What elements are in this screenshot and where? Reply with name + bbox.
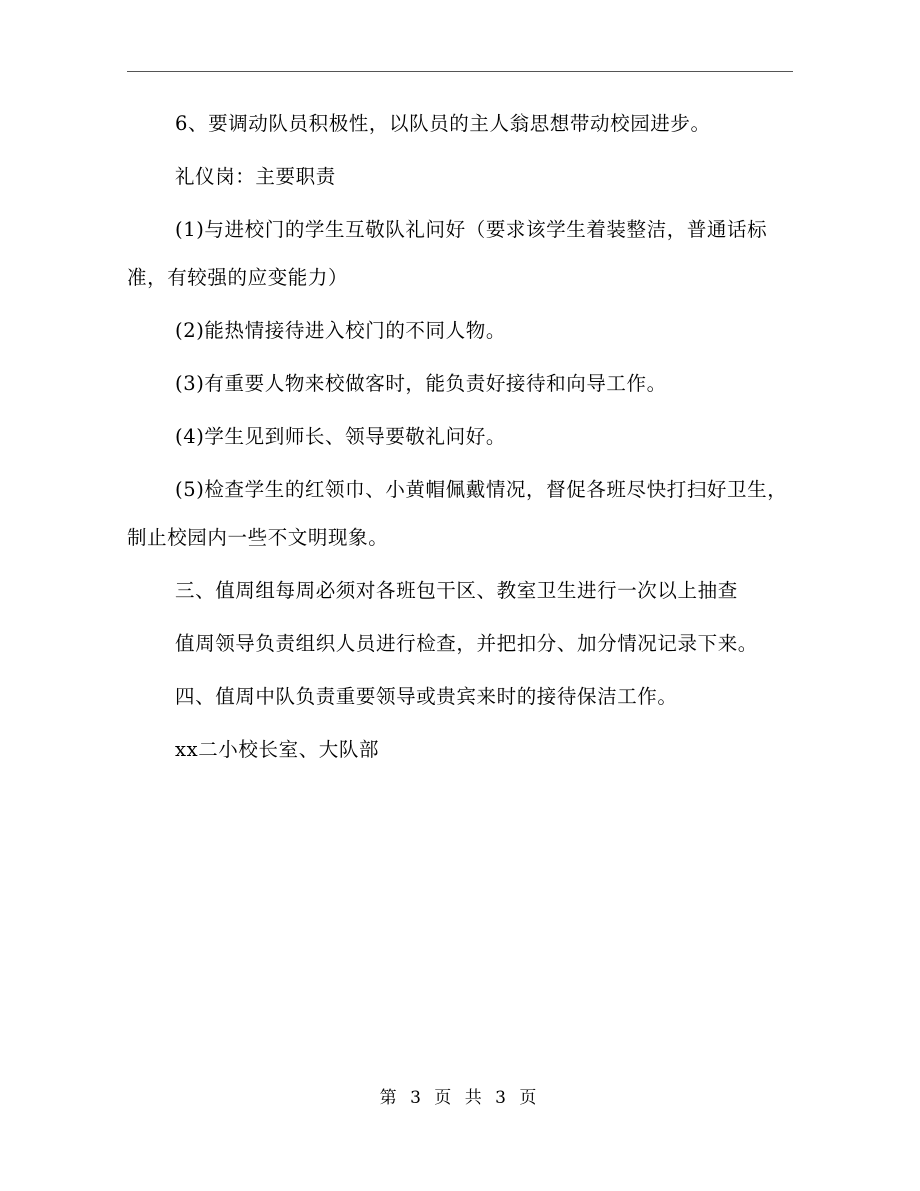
paragraph-etiquette-2: (2)能热情接待进入校门的不同人物。 (175, 319, 506, 342)
paragraph-etiquette-3: (3)有重要人物来校做客时，能负责好接待和向导工作。 (175, 372, 667, 395)
document-body (127, 100, 793, 779)
paragraph-section-3-detail: 值周领导负责组织人员进行检查，并把扣分、加分情况记录下来。 (175, 632, 758, 655)
paragraph-section-4: 四、值周中队负责重要领导或贵宾来时的接待保洁工作。 (175, 685, 678, 708)
paragraph-section-3: 三、值周组每周必须对各班包干区、教室卫生进行一次以上抽查 (175, 579, 738, 602)
paragraph-etiquette-4: (4)学生见到师长、领导要敬礼问好。 (175, 425, 506, 448)
paragraph-item-6: 6、要调动队员积极性，以队员的主人翁思想带动校园进步。 (175, 112, 711, 135)
paragraph-etiquette-1: (1)与进校门的学生互敬队礼问好（要求该学生着装整洁，普通话标准，有较强的应变能力） (127, 218, 768, 289)
header-rule (127, 71, 793, 72)
paragraph-etiquette-heading: 礼仪岗：主要职责 (175, 165, 336, 188)
page-number: 第 3 页 共 3 页 (379, 1088, 541, 1108)
paragraph-signature: xx二小校长室、大队部 (175, 738, 380, 761)
paragraph-etiquette-5: (5)检查学生的红领巾、小黄帽佩戴情况，督促各班尽快打扫好卫生，制止校园内一些不文明现象。 (127, 478, 788, 549)
